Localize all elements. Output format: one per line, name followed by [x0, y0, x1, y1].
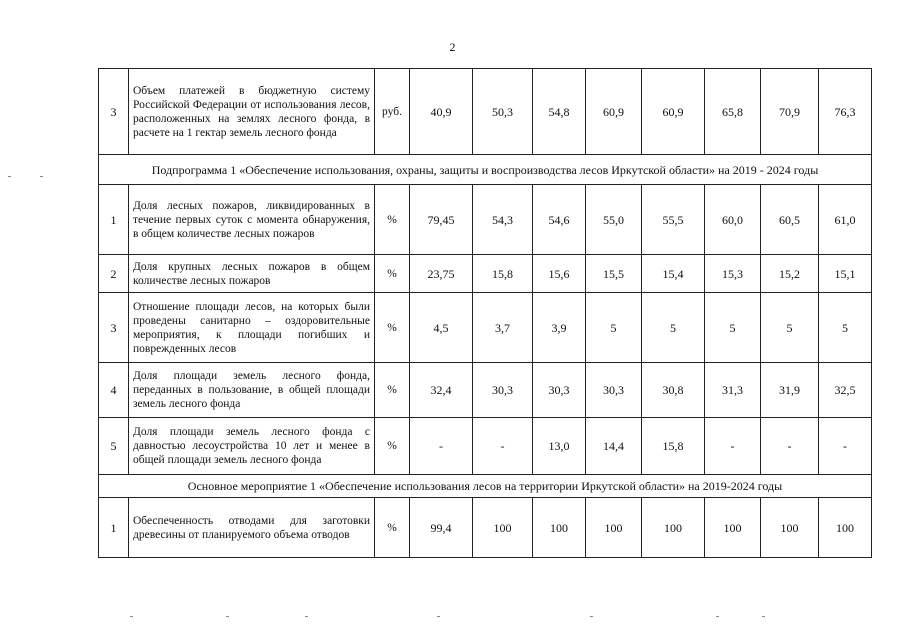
section-row	[99, 475, 872, 498]
scan-dot	[716, 616, 719, 617]
indicator-name: Объем платежей в бюджетную систему Российской Федерации от использования лесов, расположенных на землях лесного фонда, в расчете на 1 гектар земель лесного фонда	[129, 69, 375, 155]
value-cell: 14,4	[586, 418, 642, 475]
scan-dot	[8, 176, 11, 177]
row-number: 5	[99, 418, 129, 475]
indicator-name: Доля площади земель лесного фонда с давностью лесоустройства 10 лет и менее в общей площади земель лесного фонда	[129, 418, 375, 475]
indicator-row	[99, 185, 872, 255]
scan-dot	[40, 176, 43, 177]
value-cell: 55,5	[642, 185, 705, 255]
value-cell: 31,9	[761, 363, 819, 418]
page-number: 2	[449, 40, 456, 54]
value-cell: -	[473, 418, 533, 475]
value-cell: 15,6	[533, 255, 586, 293]
value-cell: 100	[819, 498, 872, 558]
value-cell: 15,3	[705, 255, 761, 293]
unit-cell: %	[375, 418, 410, 475]
row-number: 3	[99, 293, 129, 363]
value-cell: 100	[586, 498, 642, 558]
value-cell: 60,5	[761, 185, 819, 255]
section-title: Основное мероприятие 1 «Обеспечение использования лесов на территории Иркутской области» на 2019-2024 годы	[99, 475, 872, 498]
value-cell: 60,9	[642, 69, 705, 155]
row-number: 2	[99, 255, 129, 293]
value-cell: 3,9	[533, 293, 586, 363]
table-body	[99, 69, 872, 558]
indicator-name: Доля лесных пожаров, ликвидированных в течение первых суток с момента обнаружения, в общем количестве лесных пожаров	[129, 185, 375, 255]
row-number: 3	[99, 69, 129, 155]
section-row	[99, 155, 872, 185]
value-cell: 50,3	[473, 69, 533, 155]
value-cell: 30,3	[586, 363, 642, 418]
value-cell: 5	[642, 293, 705, 363]
value-cell: -	[705, 418, 761, 475]
scan-dot	[762, 616, 765, 617]
value-cell: 32,4	[410, 363, 473, 418]
scan-dot	[590, 616, 593, 617]
value-cell: 60,0	[705, 185, 761, 255]
scan-dot	[305, 616, 308, 617]
indicators-table	[98, 68, 872, 558]
value-cell: 100	[761, 498, 819, 558]
value-cell: 54,6	[533, 185, 586, 255]
value-cell: 65,8	[705, 69, 761, 155]
value-cell: 79,45	[410, 185, 473, 255]
scan-dot	[437, 616, 440, 617]
scan-dot	[130, 616, 133, 617]
indicator-name: Доля крупных лесных пожаров в общем количестве лесных пожаров	[129, 255, 375, 293]
unit-cell: руб.	[375, 69, 410, 155]
value-cell: 32,5	[819, 363, 872, 418]
value-cell: 31,3	[705, 363, 761, 418]
value-cell: 30,3	[473, 363, 533, 418]
value-cell: 13,0	[533, 418, 586, 475]
value-cell: 5	[761, 293, 819, 363]
value-cell: -	[819, 418, 872, 475]
indicator-name: Отношение площади лесов, на которых были проведены санитарно – оздоровительные мероприятия, к площади погибших и поврежденных лесов	[129, 293, 375, 363]
unit-cell: %	[375, 363, 410, 418]
value-cell: 30,3	[533, 363, 586, 418]
indicator-name: Доля площади земель лесного фонда, переданных в пользование, в общей площади земель лесного фонда	[129, 363, 375, 418]
section-title: Подпрограмма 1 «Обеспечение использования, охраны, защиты и воспроизводства лесов Иркутской области» на 2019 - 2024 годы	[99, 155, 872, 185]
value-cell: 76,3	[819, 69, 872, 155]
value-cell: 3,7	[473, 293, 533, 363]
value-cell: 100	[642, 498, 705, 558]
value-cell: 40,9	[410, 69, 473, 155]
value-cell: 15,5	[586, 255, 642, 293]
value-cell: 100	[705, 498, 761, 558]
value-cell: 54,3	[473, 185, 533, 255]
value-cell: 15,8	[473, 255, 533, 293]
unit-cell: %	[375, 498, 410, 558]
value-cell: 15,1	[819, 255, 872, 293]
unit-cell: %	[375, 185, 410, 255]
value-cell: 5	[586, 293, 642, 363]
value-cell: 55,0	[586, 185, 642, 255]
unit-cell: %	[375, 293, 410, 363]
indicator-name: Обеспеченность отводами для заготовки древесины от планируемого объема отводов	[129, 498, 375, 558]
value-cell: 54,8	[533, 69, 586, 155]
indicator-row	[99, 418, 872, 475]
value-cell: 30,8	[642, 363, 705, 418]
value-cell: -	[410, 418, 473, 475]
row-number: 4	[99, 363, 129, 418]
unit-cell: %	[375, 255, 410, 293]
value-cell: 100	[473, 498, 533, 558]
row-number: 1	[99, 498, 129, 558]
value-cell: 15,2	[761, 255, 819, 293]
value-cell: -	[761, 418, 819, 475]
value-cell: 15,8	[642, 418, 705, 475]
indicator-row	[99, 255, 872, 293]
indicator-row	[99, 498, 872, 558]
value-cell: 100	[533, 498, 586, 558]
indicator-row	[99, 69, 872, 155]
value-cell: 70,9	[761, 69, 819, 155]
value-cell: 60,9	[586, 69, 642, 155]
row-number: 1	[99, 185, 129, 255]
value-cell: 5	[705, 293, 761, 363]
value-cell: 23,75	[410, 255, 473, 293]
indicator-row	[99, 363, 872, 418]
value-cell: 99,4	[410, 498, 473, 558]
indicator-row	[99, 293, 872, 363]
value-cell: 4,5	[410, 293, 473, 363]
value-cell: 61,0	[819, 185, 872, 255]
value-cell: 15,4	[642, 255, 705, 293]
value-cell: 5	[819, 293, 872, 363]
scan-dot	[226, 616, 229, 617]
